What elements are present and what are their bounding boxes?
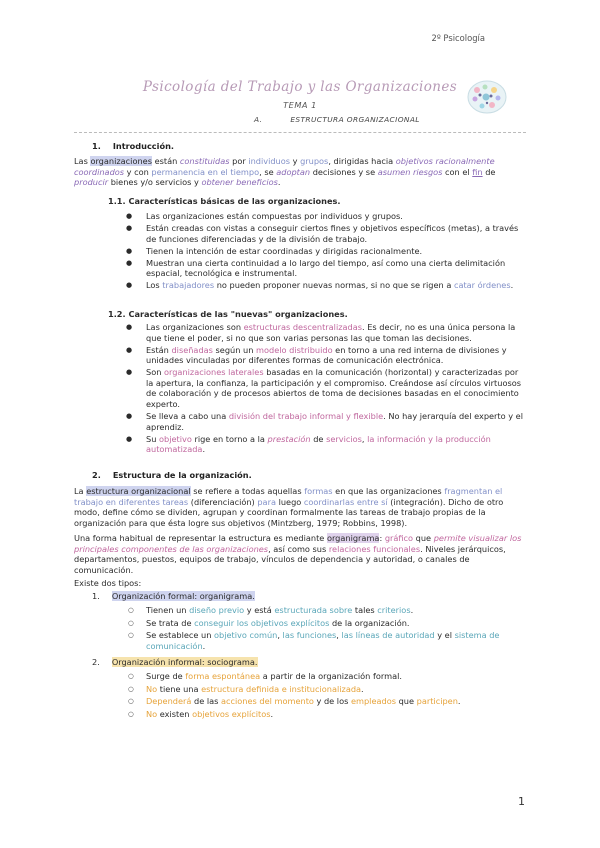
list-item: ● Tienen la intención de estar coordinadas y dirigidas racionalmente. <box>126 245 423 256</box>
list-informal <box>128 671 526 721</box>
list-item: ● Están creadas con vistas a conseguir ciertos fines y objetivos específicos (metas), a través de funciones diferenciadas y de la división de trabajo. <box>126 222 519 244</box>
list-item: ● Su objetivo rige en torno a la prestación de servicios, la información y la producción automatizada. <box>126 433 491 455</box>
list-item: ● Muestran una cierta continuidad a lo largo del tiempo, así como una cierta delimitación espacial, tecnológica e instrumental. <box>126 257 506 279</box>
formal-heading: 1. Organización formal: organigrama. <box>92 591 255 601</box>
list-1-2 <box>126 322 526 456</box>
heading-1-1: 1.1. Características básicas de las organizaciones. <box>108 196 341 206</box>
list-item: ○ Tienen un diseño previo y está estructurada sobre tales criterios. <box>128 605 414 615</box>
section-subtitle: A. ESTRUCTURA ORGANIZACIONAL <box>254 115 420 124</box>
list-item: ○ Dependerá de las acciones del momento y de los empleados que participen. <box>128 696 461 707</box>
list-1-1 <box>126 211 526 292</box>
list-item: ○ Se establece un objetivo común, las funciones, las líneas de autoridad y el sistema de comunicación. <box>128 630 500 651</box>
estructura-paragraph: La estructura organizacional se refiere a todas aquellas formas en que las organizaciones fragmentan el trabajo en diferentes tareas (diferenciación) para luego coordinarlas entre sí (integración). Dicho de otro modo, define cómo se dividen, agrupan y coordinan formalmente las tareas de trabajo propias de la organización para que ésta logre sus objetivos (Mintzberg, 1979; Robbins, 1998). <box>74 486 504 528</box>
list-item: ○ Surge de forma espontánea a partir de la organización formal. <box>128 671 402 681</box>
heading-introduccion: 1. Introducción. <box>92 141 175 151</box>
divider <box>74 132 526 133</box>
heading-estructura: 2. Estructura de la organización. <box>92 470 252 480</box>
list-formal <box>128 605 526 653</box>
list-item: ○ Se trata de conseguir los objetivos explícitos de la organización. <box>128 617 410 628</box>
list-item: ● Las organizaciones son estructuras descentralizadas. Es decir, no es una única persona la que tiene el poder, si no que son varias personas las que toman las decisiones. <box>126 322 516 343</box>
informal-heading: 2. Organización informal: sociograma. <box>92 657 258 667</box>
list-item: ● Las organizaciones están compuestas por individuos y grupos. <box>126 211 403 221</box>
course-label: 2º Psicología <box>431 33 485 43</box>
organigrama-paragraph: Una forma habitual de representar la estructura es mediante organigrama: gráfico que permite visualizar los principales componentes de las organizaciones, así como sus relaciones funcionales. Niveles jerárquicos, departamentos, puestos, equipos de trabajo, vínculos de dependencia y autoridad, o canales de comunicación. <box>74 533 522 575</box>
list-item: ○ No tiene una estructura definida e institucionalizada. <box>128 683 364 694</box>
list-item: ● Están diseñadas según un modelo distribuido en torno a una red interna de divisiones y unidades vinculadas por diferentes formas de comunicación electrónica. <box>126 344 507 366</box>
heading-1-2: 1.2. Características de las "nuevas" organizaciones. <box>108 309 348 319</box>
document-title: Psicología del Trabajo y las Organizaciones <box>142 79 458 95</box>
list-item: ● Son organizaciones laterales basadas en la comunicación (horizontal) y caracterizadas por la apertura, la confianza, la participación y el compromiso. Creándose así círculos virtuosos de colaboración y de procesos abiertos de toma de decisiones basadas en el conocimiento experto. <box>126 367 521 409</box>
intro-paragraph: Las organizaciones están constituidas por individuos y grupos, dirigidas hacia objetivos racionalmente coordinados y con permanencia en el tiempo, se adoptan decisiones y se asumen riesgos con el fin de producir bienes y/o servicios y obtener beneficios. <box>74 156 496 188</box>
list-item: ○ No existen objetivos explícitos. <box>128 708 274 719</box>
page-number: 1 <box>518 795 525 809</box>
list-item: ● Los trabajadores no pueden proponer nuevas normas, si no que se rigen a catar órdenes. <box>126 280 514 291</box>
types-intro: Existe dos tipos: <box>74 578 142 588</box>
tema-label: TEMA 1 <box>283 100 317 110</box>
list-item: ● Se lleva a cabo una división del trabajo informal y flexible. No hay jerarquía del experto y el aprendiz. <box>126 410 523 432</box>
